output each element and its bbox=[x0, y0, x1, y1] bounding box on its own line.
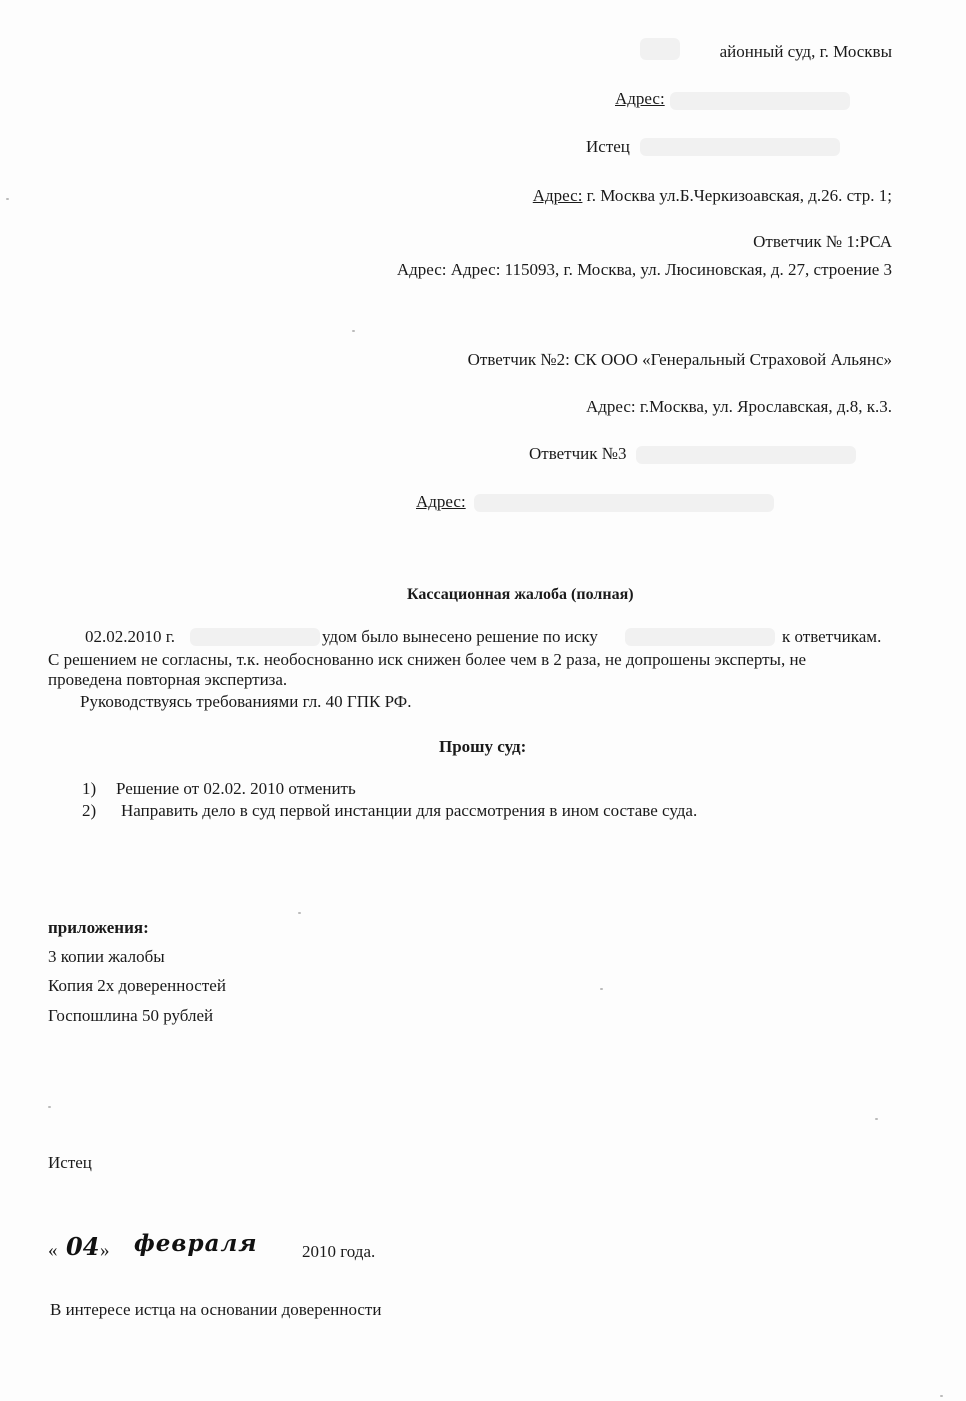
redaction-smudge bbox=[190, 628, 320, 646]
scan-speck bbox=[352, 330, 355, 332]
document-title: Кассационная жалоба (полная) bbox=[407, 586, 634, 603]
scan-speck bbox=[6, 198, 9, 200]
attachment-item-2: Копия 2х доверенностей bbox=[48, 976, 226, 995]
signature-plaintiff-label: Истец bbox=[48, 1153, 92, 1172]
redaction-smudge bbox=[640, 138, 840, 156]
redaction-smudge bbox=[640, 38, 680, 60]
defendant-1-address: Адрес: Адрес: 115093, г. Москва, ул. Люсиновская, д. 27, строение 3 bbox=[396, 260, 892, 279]
attachments-heading: приложения: bbox=[48, 918, 149, 937]
redaction-smudge bbox=[474, 494, 774, 512]
body-line-2: С решением не согласны, т.к. необоснованно иск снижен более чем в 2 раза, не допрошены эксперты, не bbox=[48, 650, 807, 669]
redaction-smudge bbox=[625, 628, 775, 646]
redaction-smudge bbox=[670, 92, 850, 110]
body-line-1-mid: удом было вынесено решение по иску bbox=[322, 627, 598, 646]
defendant-2: Ответчик №2: СК ООО «Генеральный Страховой Альянс» bbox=[467, 350, 892, 369]
court-name: айонный суд, г. Москвы bbox=[719, 42, 892, 61]
plaintiff-address bbox=[533, 186, 892, 206]
representative-note: В интересе истца на основании доверенности bbox=[50, 1300, 382, 1319]
scan-speck bbox=[940, 1395, 943, 1397]
request-item-1-text: Решение от 02.02. 2010 отменить bbox=[116, 779, 356, 798]
request-item-2-text: Направить дело в суд первой инстанции для рассмотрения в ином составе суда. bbox=[121, 801, 698, 820]
body-line-4: Руководствуясь требованиями гл. 40 ГПК РФ. bbox=[80, 692, 412, 711]
date-quote-open: « bbox=[48, 1240, 58, 1261]
defendant-3-address-label bbox=[416, 492, 466, 512]
scan-speck bbox=[48, 1106, 51, 1108]
attachment-item-3: Госпошлина 50 рублей bbox=[48, 1006, 214, 1025]
scan-speck bbox=[298, 912, 301, 914]
date-quote-close: » bbox=[100, 1240, 110, 1261]
request-item-1-num: 1) bbox=[82, 779, 97, 798]
redaction-smudge bbox=[636, 446, 856, 464]
body-line-1-date: 02.02.2010 г. bbox=[85, 627, 176, 646]
plaintiff-address-value: г. Москва ул.Б.Черкизоавская, д.26. стр. 1; bbox=[582, 186, 892, 205]
scan-speck bbox=[600, 988, 603, 990]
court-address-label-text: Адрес: bbox=[615, 89, 665, 108]
request-heading: Прошу суд: bbox=[439, 737, 527, 756]
handwritten-day: 04 bbox=[66, 1232, 100, 1261]
body-line-1-end: к ответчикам. bbox=[782, 627, 882, 646]
date-year: 2010 года. bbox=[302, 1242, 376, 1261]
defendant-2-address: Адрес: г.Москва, ул. Ярославская, д.8, к.3. bbox=[585, 397, 892, 416]
court-address-label bbox=[615, 89, 665, 109]
request-item-2-num: 2) bbox=[82, 801, 97, 820]
defendant-3: Ответчик №3 bbox=[529, 444, 627, 463]
plaintiff-label: Истец bbox=[586, 137, 630, 156]
body-line-3: проведена повторная экспертиза. bbox=[48, 670, 288, 689]
attachment-item-1: 3 копии жалобы bbox=[48, 947, 165, 966]
defendant-1: Ответчик № 1:РСА bbox=[753, 232, 892, 251]
scan-speck bbox=[875, 1118, 878, 1120]
defendant-3-address-label-text: Адрес: bbox=[416, 492, 466, 511]
handwritten-month: февраля bbox=[134, 1230, 258, 1257]
plaintiff-address-label: Адрес: bbox=[532, 186, 583, 205]
